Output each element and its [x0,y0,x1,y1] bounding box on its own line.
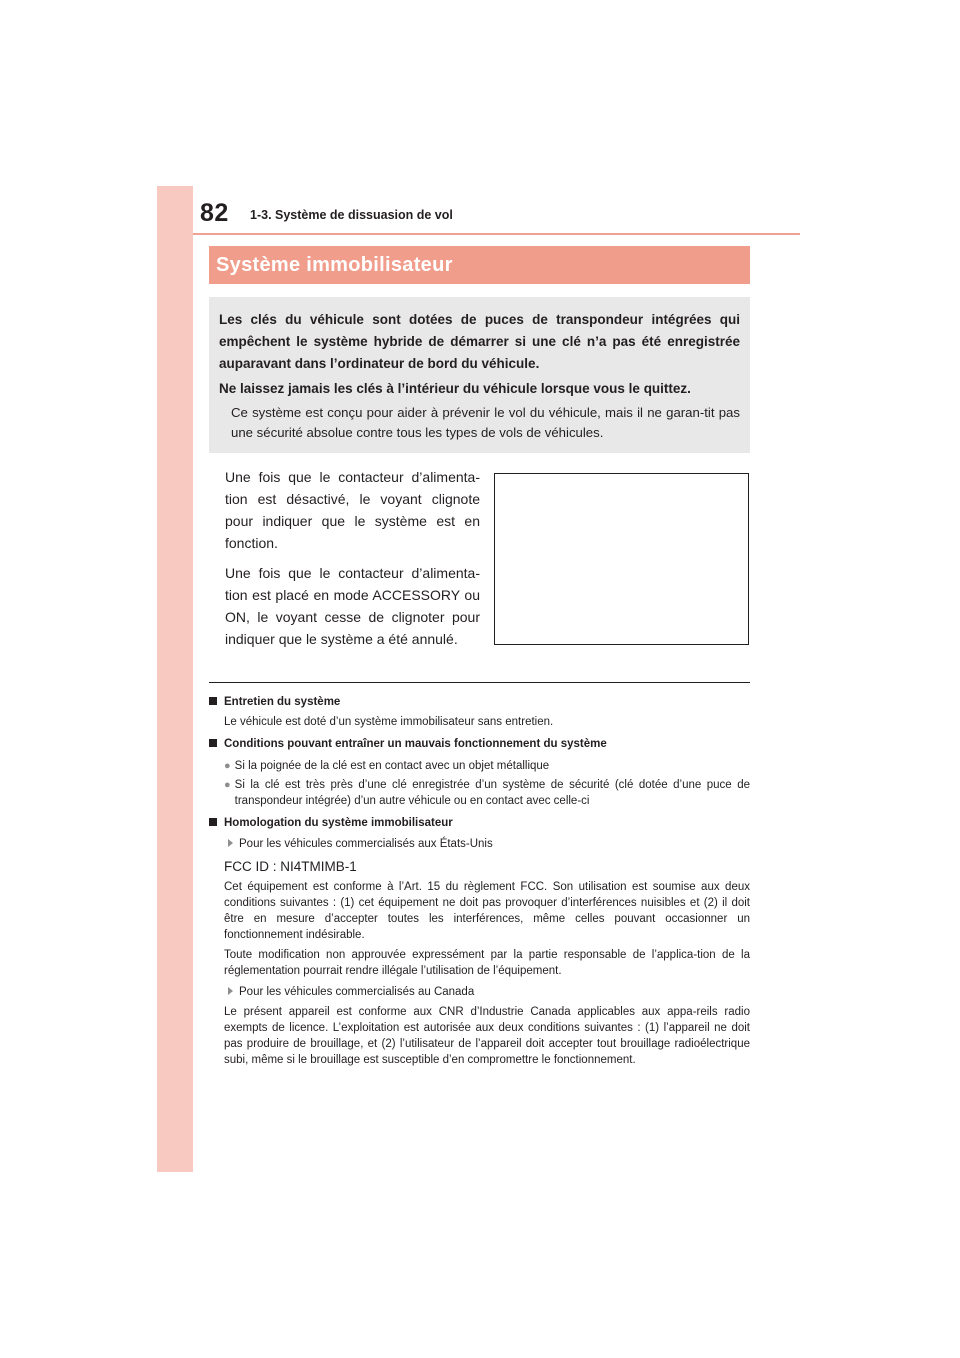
list-item [224,777,750,809]
notes-section [209,694,750,1068]
body-paragraph-2: Une fois que le contacteur d’alimenta-tion est placé en mode ACCESSORY ou ON, le voyant cesse de clignoter pour indiquer que le système a été annulé. [225,565,480,647]
note-heading-malfunction [209,736,750,752]
usa-paragraph-2: Toute modification non approuvée expressément par la partie responsable de l’applica-tion de la réglementation pourrait rendre illégale l’utilisation de l’équipement. [224,949,750,977]
note-heading-text: Conditions pouvant entraîner un mauvais fonctionnement du système [224,738,607,750]
square-bullet-icon [209,818,217,826]
usa-paragraph-1: Cet équipement est conforme à l’Art. 15 du règlement FCC. Son utilisation est soumise aux deux conditions suivantes : (1) cet équipement ne doit pas provoquer d’interférences nuisibles et (2) il doit être en mesure d’accepter toutes les interférences, même celles pouvant occasionner un fonctionnement indésirable. [224,881,750,941]
indicator-image-frame [494,473,749,645]
intro-note: Ce système est conçu pour aider à prévenir le vol du véhicule, mais il ne garan-tit pas une sécurité absolue contre tous les types de vols de véhicules. [231,405,740,440]
list-item [224,758,750,774]
intro-box [209,297,750,453]
triangle-right-icon [228,987,233,995]
list-item-text: Si la poignée de la clé est en contact avec un objet métallique [234,760,550,772]
square-bullet-icon [209,697,217,705]
note-heading-maintenance [209,694,750,710]
notes-divider [209,682,750,683]
page-number: 82 [200,199,229,227]
usa-subheading-text: Pour les véhicules commercialisés aux États-Unis [239,838,493,850]
circle-bullet-icon: ● [224,760,231,772]
usa-subheading [228,836,750,852]
header-rule [193,233,800,235]
intro-warning: Ne laissez jamais les clés à l’intérieur du véhicule lorsque vous le quittez. [219,381,691,396]
body-paragraph-1: Une fois que le contacteur d’alimenta-tion est désactivé, le voyant clignote pour indiquer que le système est en fonction. [225,469,480,551]
indicator-description [225,466,480,658]
list-item-text: Si la clé est très près d’une clé enregistrée d’un système de sécurité (clé dotée d’une puce de transpondeur intégrée) d’un autre véhicule ou en contact avec celle-ci [234,779,750,807]
triangle-right-icon [228,839,233,847]
intro-statement: Les clés du véhicule sont dotées de puces de transpondeur intégrées qui empêchent le système hybride de démarrer si une clé n’a pas été enregistrée auparavant dans l’ordinateur de bord du véhicule. [219,312,740,371]
canada-subheading [228,984,750,1000]
square-bullet-icon [209,739,217,747]
fcc-id: FCC ID : NI4TMIMB-1 [224,859,357,874]
note-text-maintenance: Le véhicule est doté d’un système immobilisateur sans entretien. [224,716,554,728]
note-heading-text: Entretien du système [224,696,341,708]
note-heading-text: Homologation du système immobilisateur [224,817,453,829]
section-label: 1-3. Système de dissuasion de vol [250,208,453,222]
note-heading-certification [209,815,750,831]
circle-bullet-icon: ● [224,779,231,791]
section-title: Système immobilisateur [216,254,453,276]
chapter-side-band [157,186,193,1172]
section-title-bar [209,246,750,284]
canada-subheading-text: Pour les véhicules commercialisés au Canada [239,986,475,998]
canada-paragraph: Le présent appareil est conforme aux CNR d’Industrie Canada applicables aux appa-reils radio exempts de licence. L’exploitation est autorisée aux deux conditions suivantes : (1) l’appareil ne doit pas produire de brouillage, et (2) l’utilisateur de l’appareil doit accepter tout brouillage radioélectrique subi, même si le brouillage est susceptible d’en compromettre le fonctionnement. [224,1006,750,1066]
